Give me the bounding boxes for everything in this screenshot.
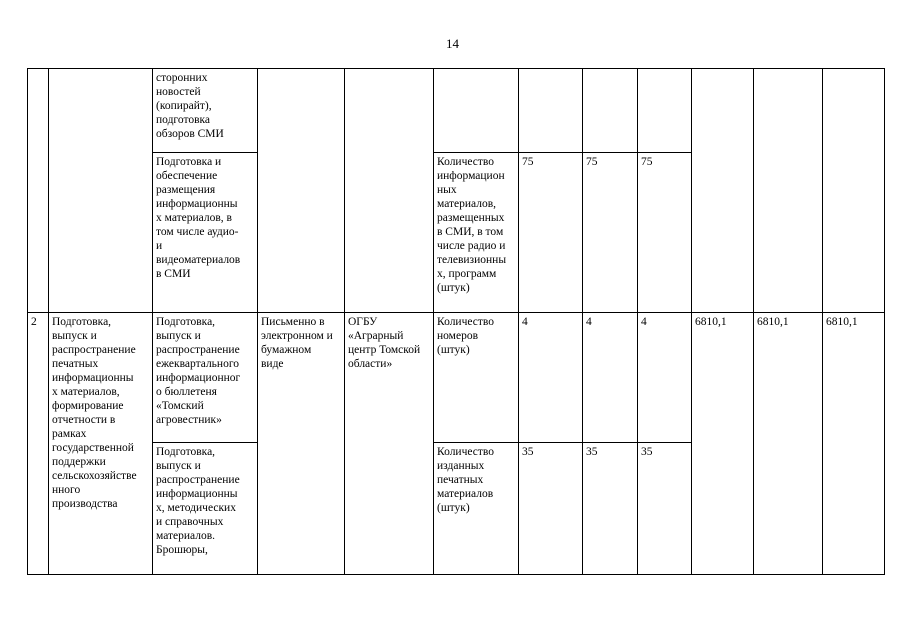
value-cell: 4 xyxy=(638,313,692,443)
row-number-cell xyxy=(28,69,49,313)
table-row xyxy=(28,69,885,153)
value-cell: 35 xyxy=(638,443,692,575)
value-cell: 35 xyxy=(583,443,638,575)
funding-cell xyxy=(754,69,823,313)
table-row xyxy=(28,313,885,443)
measure-cell: Подготовка и обеспечение размещения информационны х материалов, в том числе аудио- и видеоматериалов в СМИ xyxy=(153,153,258,313)
value-cell: 75 xyxy=(519,153,583,313)
indicator-cell: Количество изданных печатных материалов (штук) xyxy=(434,443,519,575)
funding-cell: 6810,1 xyxy=(823,313,885,575)
executor-cell xyxy=(345,69,434,313)
form-cell: Письменно в электронном и бумажном виде xyxy=(258,313,345,575)
funding-cell: 6810,1 xyxy=(754,313,823,575)
executor-cell: ОГБУ «Аграрный центр Томской области» xyxy=(345,313,434,575)
row-number-cell: 2 xyxy=(28,313,49,575)
value-cell xyxy=(638,69,692,153)
value-cell: 75 xyxy=(638,153,692,313)
value-cell: 4 xyxy=(583,313,638,443)
indicator-cell xyxy=(434,69,519,153)
value-cell: 75 xyxy=(583,153,638,313)
task-cell xyxy=(49,69,153,313)
indicator-cell: Количество информацион ных материалов, размещенных в СМИ, в том числе радио и телевизионны х, программ (штук) xyxy=(434,153,519,313)
measure-cell: Подготовка, выпуск и распространение информационны х, методических и справочных материалов. Брошюры, xyxy=(153,443,258,575)
form-cell xyxy=(258,69,345,313)
funding-cell xyxy=(692,69,754,313)
value-cell: 35 xyxy=(519,443,583,575)
measure-cell: Подготовка, выпуск и распространение ежеквартального информационног о бюллетеня «Томский агровестник» xyxy=(153,313,258,443)
value-cell xyxy=(583,69,638,153)
measures-table xyxy=(27,68,885,575)
page-number: 14 xyxy=(446,36,459,51)
measure-cell: сторонних новостей (копирайт), подготовка обзоров СМИ xyxy=(153,69,258,153)
task-cell: Подготовка, выпуск и распространение печатных информационны х материалов, формирование отчетности в рамках государственной поддержки сельскохозяйстве нного производства xyxy=(49,313,153,575)
indicator-cell: Количество номеров (штук) xyxy=(434,313,519,443)
funding-cell xyxy=(823,69,885,313)
funding-cell: 6810,1 xyxy=(692,313,754,575)
value-cell xyxy=(519,69,583,153)
value-cell: 4 xyxy=(519,313,583,443)
